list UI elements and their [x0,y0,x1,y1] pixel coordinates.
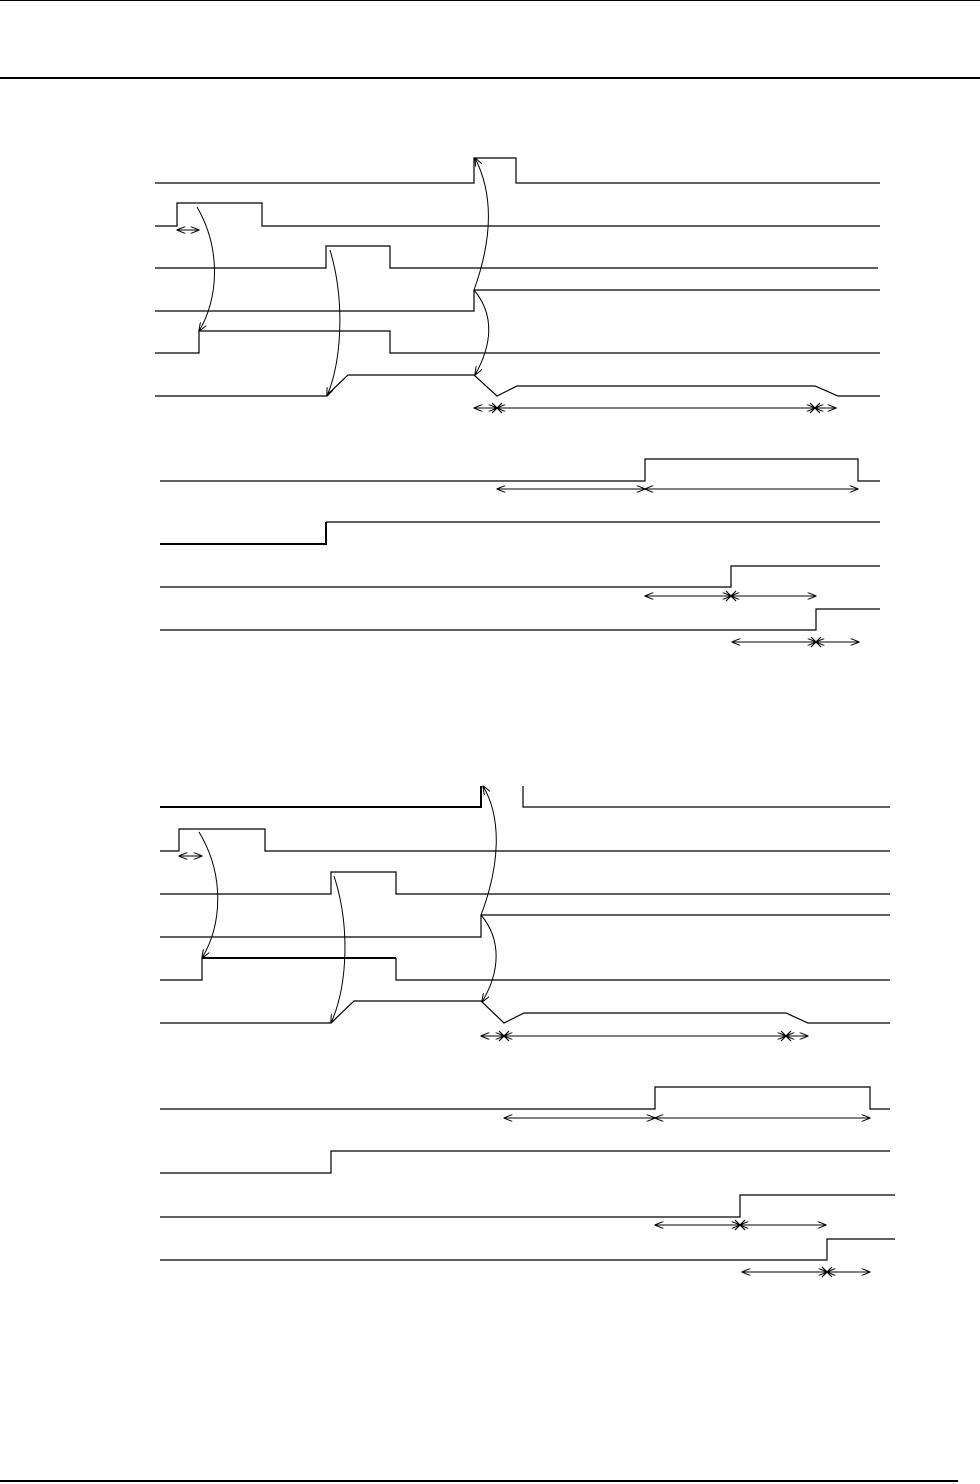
signal-10-waveform [160,609,880,630]
signal-4-waveform [160,915,890,937]
signal-9-waveform [160,566,880,587]
timing-diagram-1 [0,140,980,670]
signal-1-waveform [155,158,880,183]
signal-5-waveform-return [396,958,890,980]
header-top-rule [0,0,980,1]
footer-rule [0,1480,958,1482]
causal-arc [331,876,345,1023]
signal-1-waveform-return [523,786,890,807]
causal-arc [199,832,218,958]
causal-arc [474,290,489,375]
causal-arc [481,915,496,1002]
signal-1-waveform [160,786,481,807]
causal-arc [474,158,488,290]
signal-5-waveform [155,331,880,353]
signal-7-waveform [160,459,880,481]
signal-10-waveform [160,1239,895,1260]
timing-diagram-2 [0,770,980,1300]
header-bottom-rule [0,77,980,79]
causal-arc [327,250,340,396]
causal-arc [197,207,215,331]
signal-4-waveform [155,290,880,311]
signal-2-waveform [155,203,880,226]
signal-6-waveform [160,1001,890,1023]
signal-8-waveform [160,522,326,544]
signal-5-waveform [160,958,202,980]
signal-9-waveform [160,1195,895,1217]
signal-3-waveform [155,246,878,268]
signal-2-waveform [160,829,890,851]
signal-7-waveform [160,1087,890,1109]
signal-6-waveform [155,375,880,396]
signal-8-waveform [160,1151,890,1173]
signal-3-waveform [160,872,890,894]
